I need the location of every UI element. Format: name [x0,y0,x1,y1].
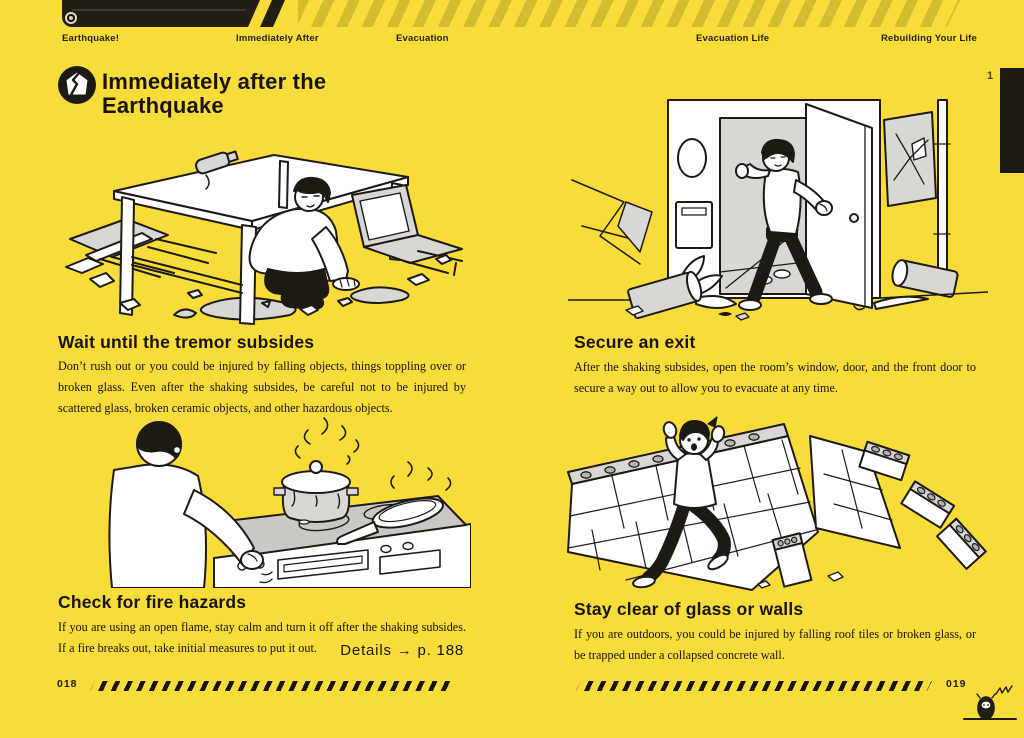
page-number-right: 019 [946,678,967,690]
section-body-wall: If you are outdoors, you could be injured by falling roof tiles or broken glass, or be trapped under a collapsed concrete wall. [574,627,976,663]
tab-inner-line [72,9,246,11]
position-marker-icon [65,12,77,24]
hazard-stripe-band-top [298,0,960,27]
page-title-line1: Immediately after the [102,69,327,94]
illustration-man-avoiding-collapsing-wall [566,410,994,592]
illustration-man-sheltering-under-table [56,127,468,327]
timeline-slash-block [260,0,285,27]
section-heading-wall: Stay clear of glass or walls [574,599,804,619]
cracked-house-icon [57,65,97,110]
chapter-number: 1 [987,70,994,82]
chapter-edge-tab [1000,68,1024,173]
section-heading-wait: Wait until the tremor subsides [58,332,315,352]
footer-stripe-right [576,681,932,691]
nav-item-earthquake: Earthquake! [62,33,120,44]
page-title-line2: Earthquake [102,92,224,118]
illustration-man-turning-off-stove [56,406,471,588]
nav-item-rebuilding-your-life: Rebuilding Your Life [881,33,978,44]
section-body-fire-text: If you are using an open flame, stay calm and turn it off after the shaking subsides. If a fire breaks out, take initial measures to put it out. [58,620,466,656]
footer-stripe-left [90,681,456,691]
details-page-reference: Details → p. 188 [332,638,464,664]
page-number-left: 018 [57,678,78,690]
nav-item-evacuation-life: Evacuation Life [696,33,770,44]
section-body-fire [58,617,466,659]
section-body-wait: Don’t rush out or you could be injured by falling objects, things toppling over or broken glass. Even after the shaking subsides, be careful not to be injured by scattered glass, broken ceramic objects, and other hazardous objects. [58,359,466,416]
section-body-exit: After the shaking subsides, open the room’s window, door, and the front door to secure a way out to allow you to evacuate at any time. [574,360,976,396]
section-heading-exit: Secure an exit [574,332,696,352]
timeline-current-tab [62,0,260,27]
section-heading-fire: Check for fire hazards [58,592,247,612]
illustration-man-securing-exit-door [568,84,988,324]
mascot-icon [960,684,1020,726]
page-title [102,70,326,118]
nav-item-immediately-after: Immediately After [236,33,319,44]
nav-item-evacuation: Evacuation [396,33,449,44]
